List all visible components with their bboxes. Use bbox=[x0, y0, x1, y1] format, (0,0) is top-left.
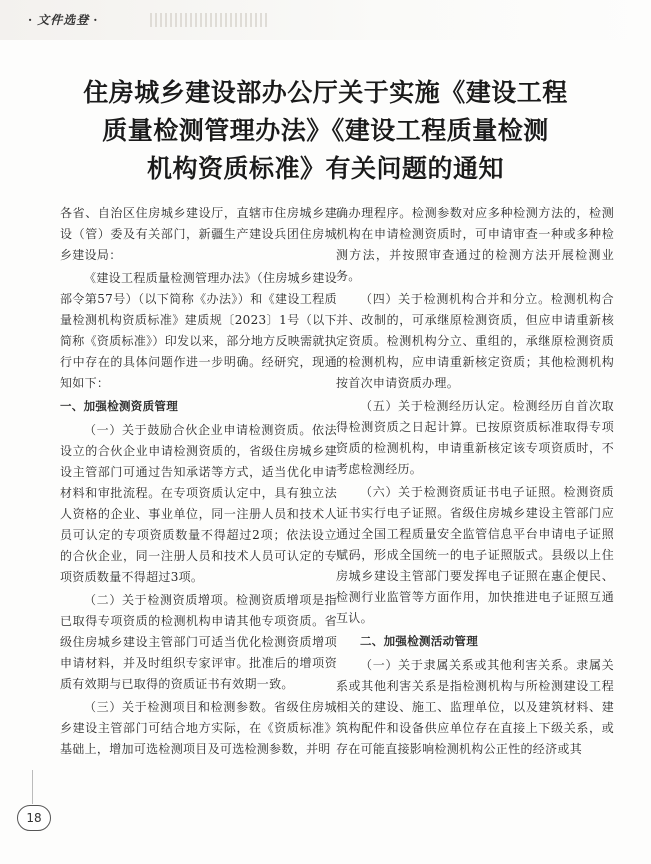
decorative-hatch bbox=[150, 13, 270, 27]
bullet-dot-icon: · bbox=[28, 13, 34, 27]
document-title bbox=[40, 74, 611, 188]
continued-paragraph: 确办理程序。检测参数对应多种检测方法的，检测机构在申请检测资质时，可申请审查一种或多种检测方法，并按照审查通过的检测方法开展检测业务。 bbox=[336, 206, 614, 283]
bullet-dot-icon: · bbox=[93, 13, 99, 27]
body-paragraph: （四）关于检测机构合并和分立。检测机构合并、改制的，可承继原检测资质，但应申请重新核定资质。检测机构分立、重组的，承继原检测资质的检测机构，应申请重新核定资质；其他检测机构按首次申请资质办理。 bbox=[336, 292, 614, 390]
section-tag bbox=[24, 10, 102, 30]
section-heading-2: 二、加强检测活动管理 bbox=[360, 634, 478, 648]
left-column bbox=[60, 203, 337, 762]
body-paragraph: （三）关于检测项目和检测参数。省级住房城乡建设主管部门可结合地方实际，在《资质标准》基础上，增加可选检测项目及可选检测参数，并明 bbox=[60, 700, 337, 756]
header-band bbox=[0, 0, 651, 40]
body-paragraph: （一）关于鼓励合伙企业申请检测资质。依法设立的合伙企业申请检测资质的，省级住房城乡建设主管部门可通过告知承诺等方式，适当优化申请材料和审批流程。在专项资质认定中，具有独立法人资格的企业、事业单位，同一注册人员和技术人员可认定的专项资质数量不得超过2项；依法设立的合伙企业，同一注册人员和技术人员可认定的专项资质数量不得超过3项。 bbox=[60, 423, 337, 584]
title-line-1: 住房城乡建设部办公厅关于实施《建设工程 bbox=[83, 78, 568, 107]
body-paragraph: （一）关于隶属关系或其他利害关系。隶属关系或其他利害关系是指检测机构与所检测建设工程相关的建设、施工、监理单位，以及建筑材料、建筑构配件和设备供应单位存在直接上下级关系，或存在可能直接影响检测机构公正性的经济或其 bbox=[336, 658, 614, 756]
salutation-paragraph: 各省、自治区住房城乡建设厅，直辖市住房城乡建设（管）委及有关部门，新疆生产建设兵团住房城乡建设局： bbox=[60, 206, 337, 262]
title-line-2: 质量检测管理办法》《建设工程质量检测 bbox=[102, 116, 549, 145]
body-paragraph: （二）关于检测资质增项。检测资质增项是指已取得专项资质的检测机构申请其他专项资质。省级住房城乡建设主管部门可适当优化检测资质增项申请材料，并及时组织专家评审。批准后的增项资质有效期与已取得的资质证书有效期一致。 bbox=[60, 593, 337, 691]
section-tag-label: 文件选登 bbox=[37, 13, 90, 27]
intro-paragraph: 《建设工程质量检测管理办法》（住房城乡建设部令第57号）（以下简称《办法》）和《建设工程质量检测机构资质标准》建质规〔2023〕1号（以下简称《资质标准》）印发以来，部分地方反映需就执行中存在的具体问题作进一步明确。经研究，现通知如下： bbox=[60, 271, 337, 390]
right-column bbox=[336, 203, 614, 762]
body-paragraph: （五）关于检测经历认定。检测经历自首次取得检测资质之日起计算。已按原资质标准取得专项资质的检测机构，申请重新核定该专项资质时，不考虑检测经历。 bbox=[336, 399, 614, 476]
margin-rule bbox=[32, 770, 33, 804]
title-line-3: 机构资质标准》有关问题的通知 bbox=[146, 154, 504, 183]
section-heading-1: 一、加强检测资质管理 bbox=[60, 399, 178, 413]
page-number: 18 bbox=[17, 805, 51, 831]
body-paragraph: （六）关于检测资质证书电子证照。检测资质证书实行电子证照。省级住房城乡建设主管部门应通过全国工程质量安全监管信息平台申请电子证照赋码，形成全国统一的电子证照版式。县级以上住房城乡建设主管部门要发挥电子证照在惠企便民、检测行业监管等方面作用，加快推进电子证照互通互认。 bbox=[336, 485, 614, 625]
